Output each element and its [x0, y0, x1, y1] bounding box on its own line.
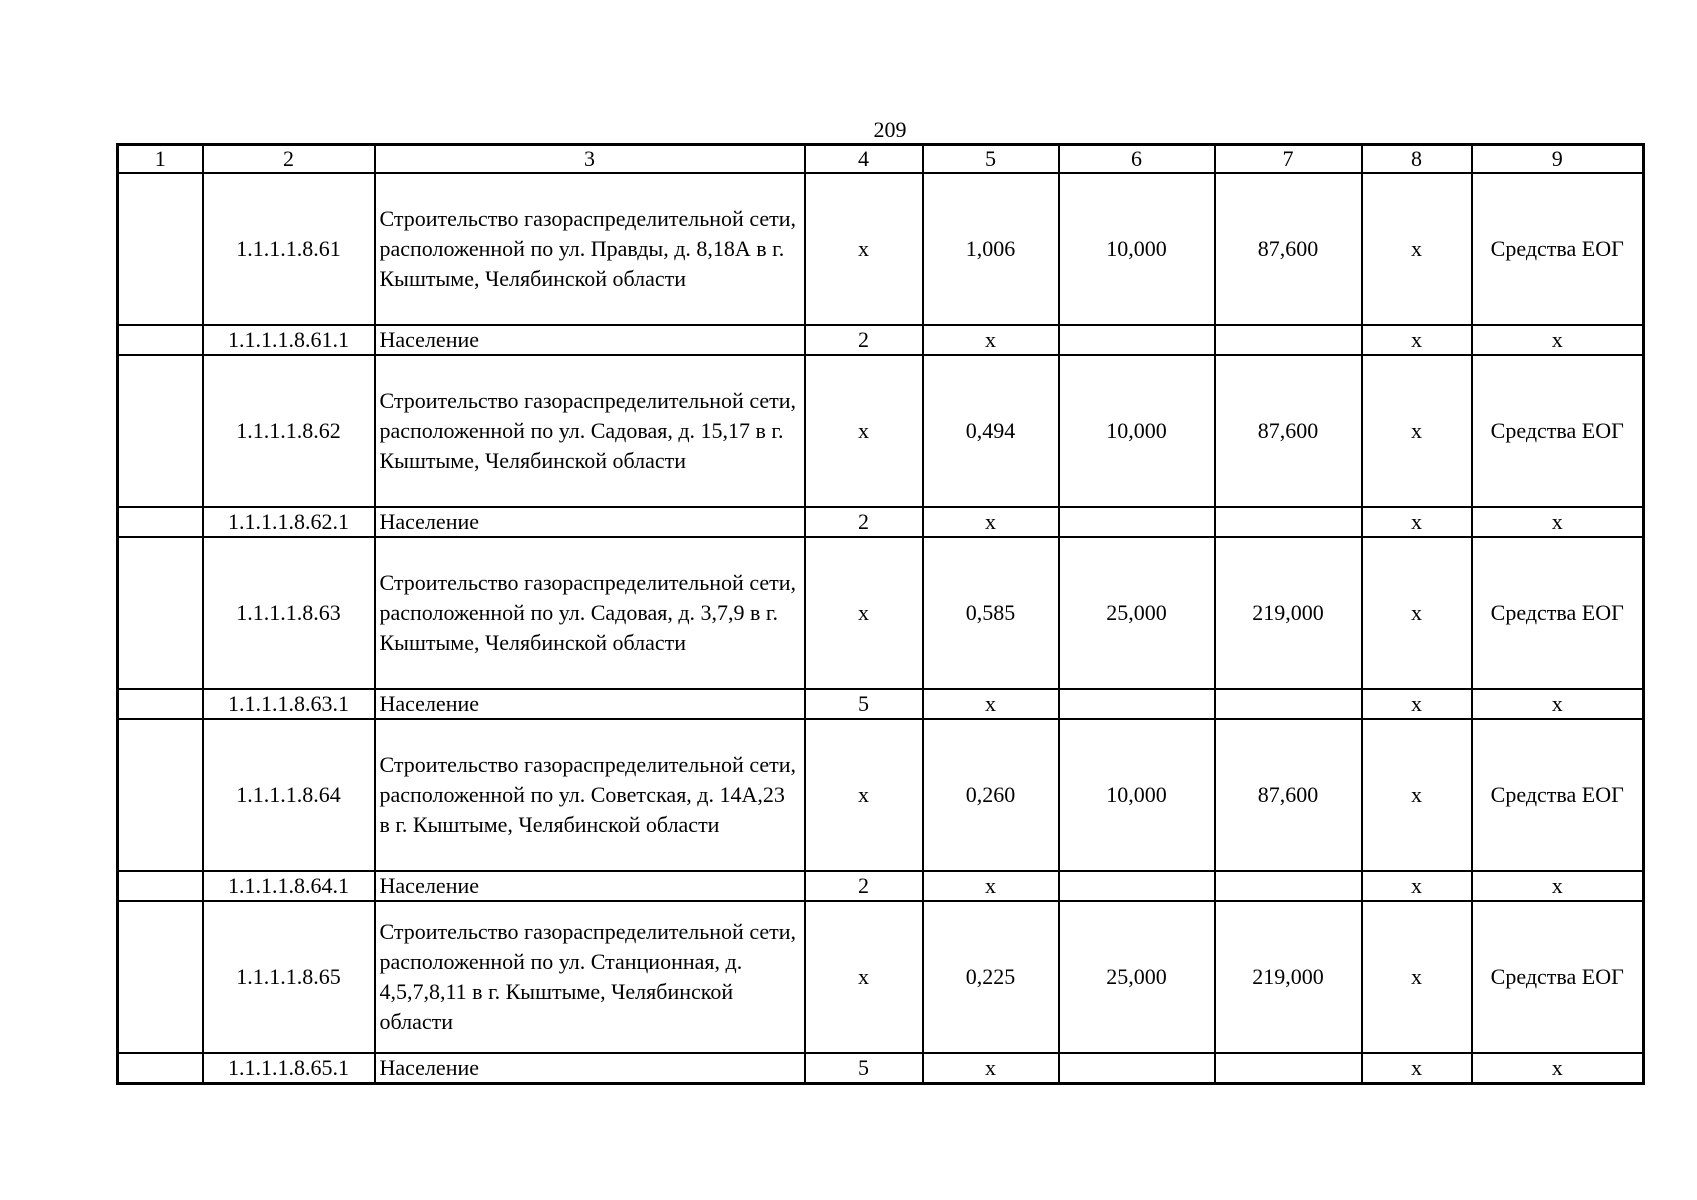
table-cell	[118, 507, 203, 537]
table-cell: 0,260	[923, 719, 1059, 871]
table-cell: Население	[375, 507, 805, 537]
table-cell: х	[1362, 1053, 1472, 1084]
header-row	[118, 145, 1644, 174]
table-cell: Средства ЕОГ	[1472, 901, 1644, 1053]
table-cell: х	[1362, 689, 1472, 719]
table-body	[118, 145, 1644, 1084]
table-cell: х	[923, 325, 1059, 355]
table-cell: х	[805, 173, 923, 325]
table-cell: 87,600	[1215, 719, 1362, 871]
header-cell: 1	[118, 145, 203, 174]
table-cell	[1215, 871, 1362, 901]
table-cell: х	[923, 1053, 1059, 1084]
table-cell: х	[1362, 901, 1472, 1053]
table-row	[118, 355, 1644, 507]
table-cell: х	[1472, 325, 1644, 355]
page-number: 209	[873, 117, 907, 142]
table-cell: 219,000	[1215, 537, 1362, 689]
table-cell	[1059, 507, 1215, 537]
table-cell: Население	[375, 1053, 805, 1084]
table-cell: 1.1.1.1.8.65.1	[203, 1053, 375, 1084]
header-cell: 9	[1472, 145, 1644, 174]
table-cell: 5	[805, 1053, 923, 1084]
table-cell	[1059, 689, 1215, 719]
table-cell: Население	[375, 689, 805, 719]
table-cell	[1215, 325, 1362, 355]
data-table	[116, 143, 1645, 1085]
table-cell: х	[1362, 173, 1472, 325]
table-cell	[118, 537, 203, 689]
table-row	[118, 537, 1644, 689]
table-cell: 2	[805, 871, 923, 901]
table-cell: Строительство газораспределительной сети, расположенной по ул. Станционная, д. 4,5,7,8,11 в г. Кыштыме, Челябинской области	[375, 901, 805, 1053]
table-cell: 1.1.1.1.8.64.1	[203, 871, 375, 901]
table-cell: 1.1.1.1.8.65	[203, 901, 375, 1053]
table-cell: Население	[375, 325, 805, 355]
header-cell: 2	[203, 145, 375, 174]
table-cell: х	[805, 537, 923, 689]
table-cell: 10,000	[1059, 173, 1215, 325]
table-cell	[1215, 689, 1362, 719]
header-cell: 5	[923, 145, 1059, 174]
table-cell: Средства ЕОГ	[1472, 173, 1644, 325]
table-cell: 1.1.1.1.8.62.1	[203, 507, 375, 537]
table-subrow	[118, 507, 1644, 537]
header-cell: 6	[1059, 145, 1215, 174]
table-cell: Средства ЕОГ	[1472, 355, 1644, 507]
table-cell: 0,494	[923, 355, 1059, 507]
header-cell: 7	[1215, 145, 1362, 174]
table-cell: х	[805, 719, 923, 871]
table-subrow	[118, 871, 1644, 901]
header-cell: 3	[375, 145, 805, 174]
table-cell: 1.1.1.1.8.63	[203, 537, 375, 689]
table-cell: х	[1362, 719, 1472, 871]
table-cell	[118, 325, 203, 355]
table-cell: 87,600	[1215, 355, 1362, 507]
table-row	[118, 719, 1644, 871]
table-cell: Средства ЕОГ	[1472, 719, 1644, 871]
table-cell: х	[1362, 355, 1472, 507]
table-cell: х	[1362, 507, 1472, 537]
table-cell	[118, 871, 203, 901]
table-cell: Население	[375, 871, 805, 901]
header-cell: 4	[805, 145, 923, 174]
table-cell: 10,000	[1059, 355, 1215, 507]
table-cell: Строительство газораспределительной сети, расположенной по ул. Садовая, д. 3,7,9 в г. Кыштыме, Челябинской области	[375, 537, 805, 689]
table-cell	[1059, 871, 1215, 901]
table-cell: х	[1472, 1053, 1644, 1084]
table-cell: 1.1.1.1.8.63.1	[203, 689, 375, 719]
table-cell	[1215, 507, 1362, 537]
table-cell	[118, 689, 203, 719]
table-cell	[118, 901, 203, 1053]
table-cell: 87,600	[1215, 173, 1362, 325]
table-cell: Строительство газораспределительной сети, расположенной по ул. Садовая, д. 15,17 в г. Кыштыме, Челябинской области	[375, 355, 805, 507]
table-cell: х	[923, 871, 1059, 901]
table-cell: 219,000	[1215, 901, 1362, 1053]
table-cell: х	[805, 355, 923, 507]
table-cell: 25,000	[1059, 537, 1215, 689]
table-cell	[118, 719, 203, 871]
table-cell	[118, 355, 203, 507]
table-subrow	[118, 689, 1644, 719]
table-cell	[1059, 325, 1215, 355]
table-cell: х	[923, 689, 1059, 719]
table-cell: х	[1362, 537, 1472, 689]
table-subrow	[118, 325, 1644, 355]
table-cell: 0,585	[923, 537, 1059, 689]
table-cell	[1215, 1053, 1362, 1084]
table-cell: 0,225	[923, 901, 1059, 1053]
table-row	[118, 901, 1644, 1053]
table-cell: 2	[805, 507, 923, 537]
table-cell: х	[1472, 871, 1644, 901]
header-cell: 8	[1362, 145, 1472, 174]
table-cell: 2	[805, 325, 923, 355]
table-cell: х	[1472, 689, 1644, 719]
table-cell: х	[923, 507, 1059, 537]
table-cell: Средства ЕОГ	[1472, 537, 1644, 689]
table-cell	[1059, 1053, 1215, 1084]
table-cell: 1.1.1.1.8.64	[203, 719, 375, 871]
table-cell: 25,000	[1059, 901, 1215, 1053]
table-cell: 10,000	[1059, 719, 1215, 871]
table-cell	[118, 173, 203, 325]
table-cell: х	[1362, 871, 1472, 901]
table-cell: х	[1362, 325, 1472, 355]
table-cell: х	[805, 901, 923, 1053]
table-cell: 5	[805, 689, 923, 719]
table-cell: х	[1472, 507, 1644, 537]
table-row	[118, 173, 1644, 325]
table-cell: 1.1.1.1.8.61.1	[203, 325, 375, 355]
table-cell: 1,006	[923, 173, 1059, 325]
table-cell	[118, 1053, 203, 1084]
table-cell: 1.1.1.1.8.61	[203, 173, 375, 325]
table-cell: Строительство газораспределительной сети, расположенной по ул. Правды, д. 8,18А в г. Кыштыме, Челябинской области	[375, 173, 805, 325]
table-subrow	[118, 1053, 1644, 1084]
table-cell: 1.1.1.1.8.62	[203, 355, 375, 507]
table-cell: Строительство газораспределительной сети, расположенной по ул. Советская, д. 14А,23 в г. Кыштыме, Челябинской области	[375, 719, 805, 871]
